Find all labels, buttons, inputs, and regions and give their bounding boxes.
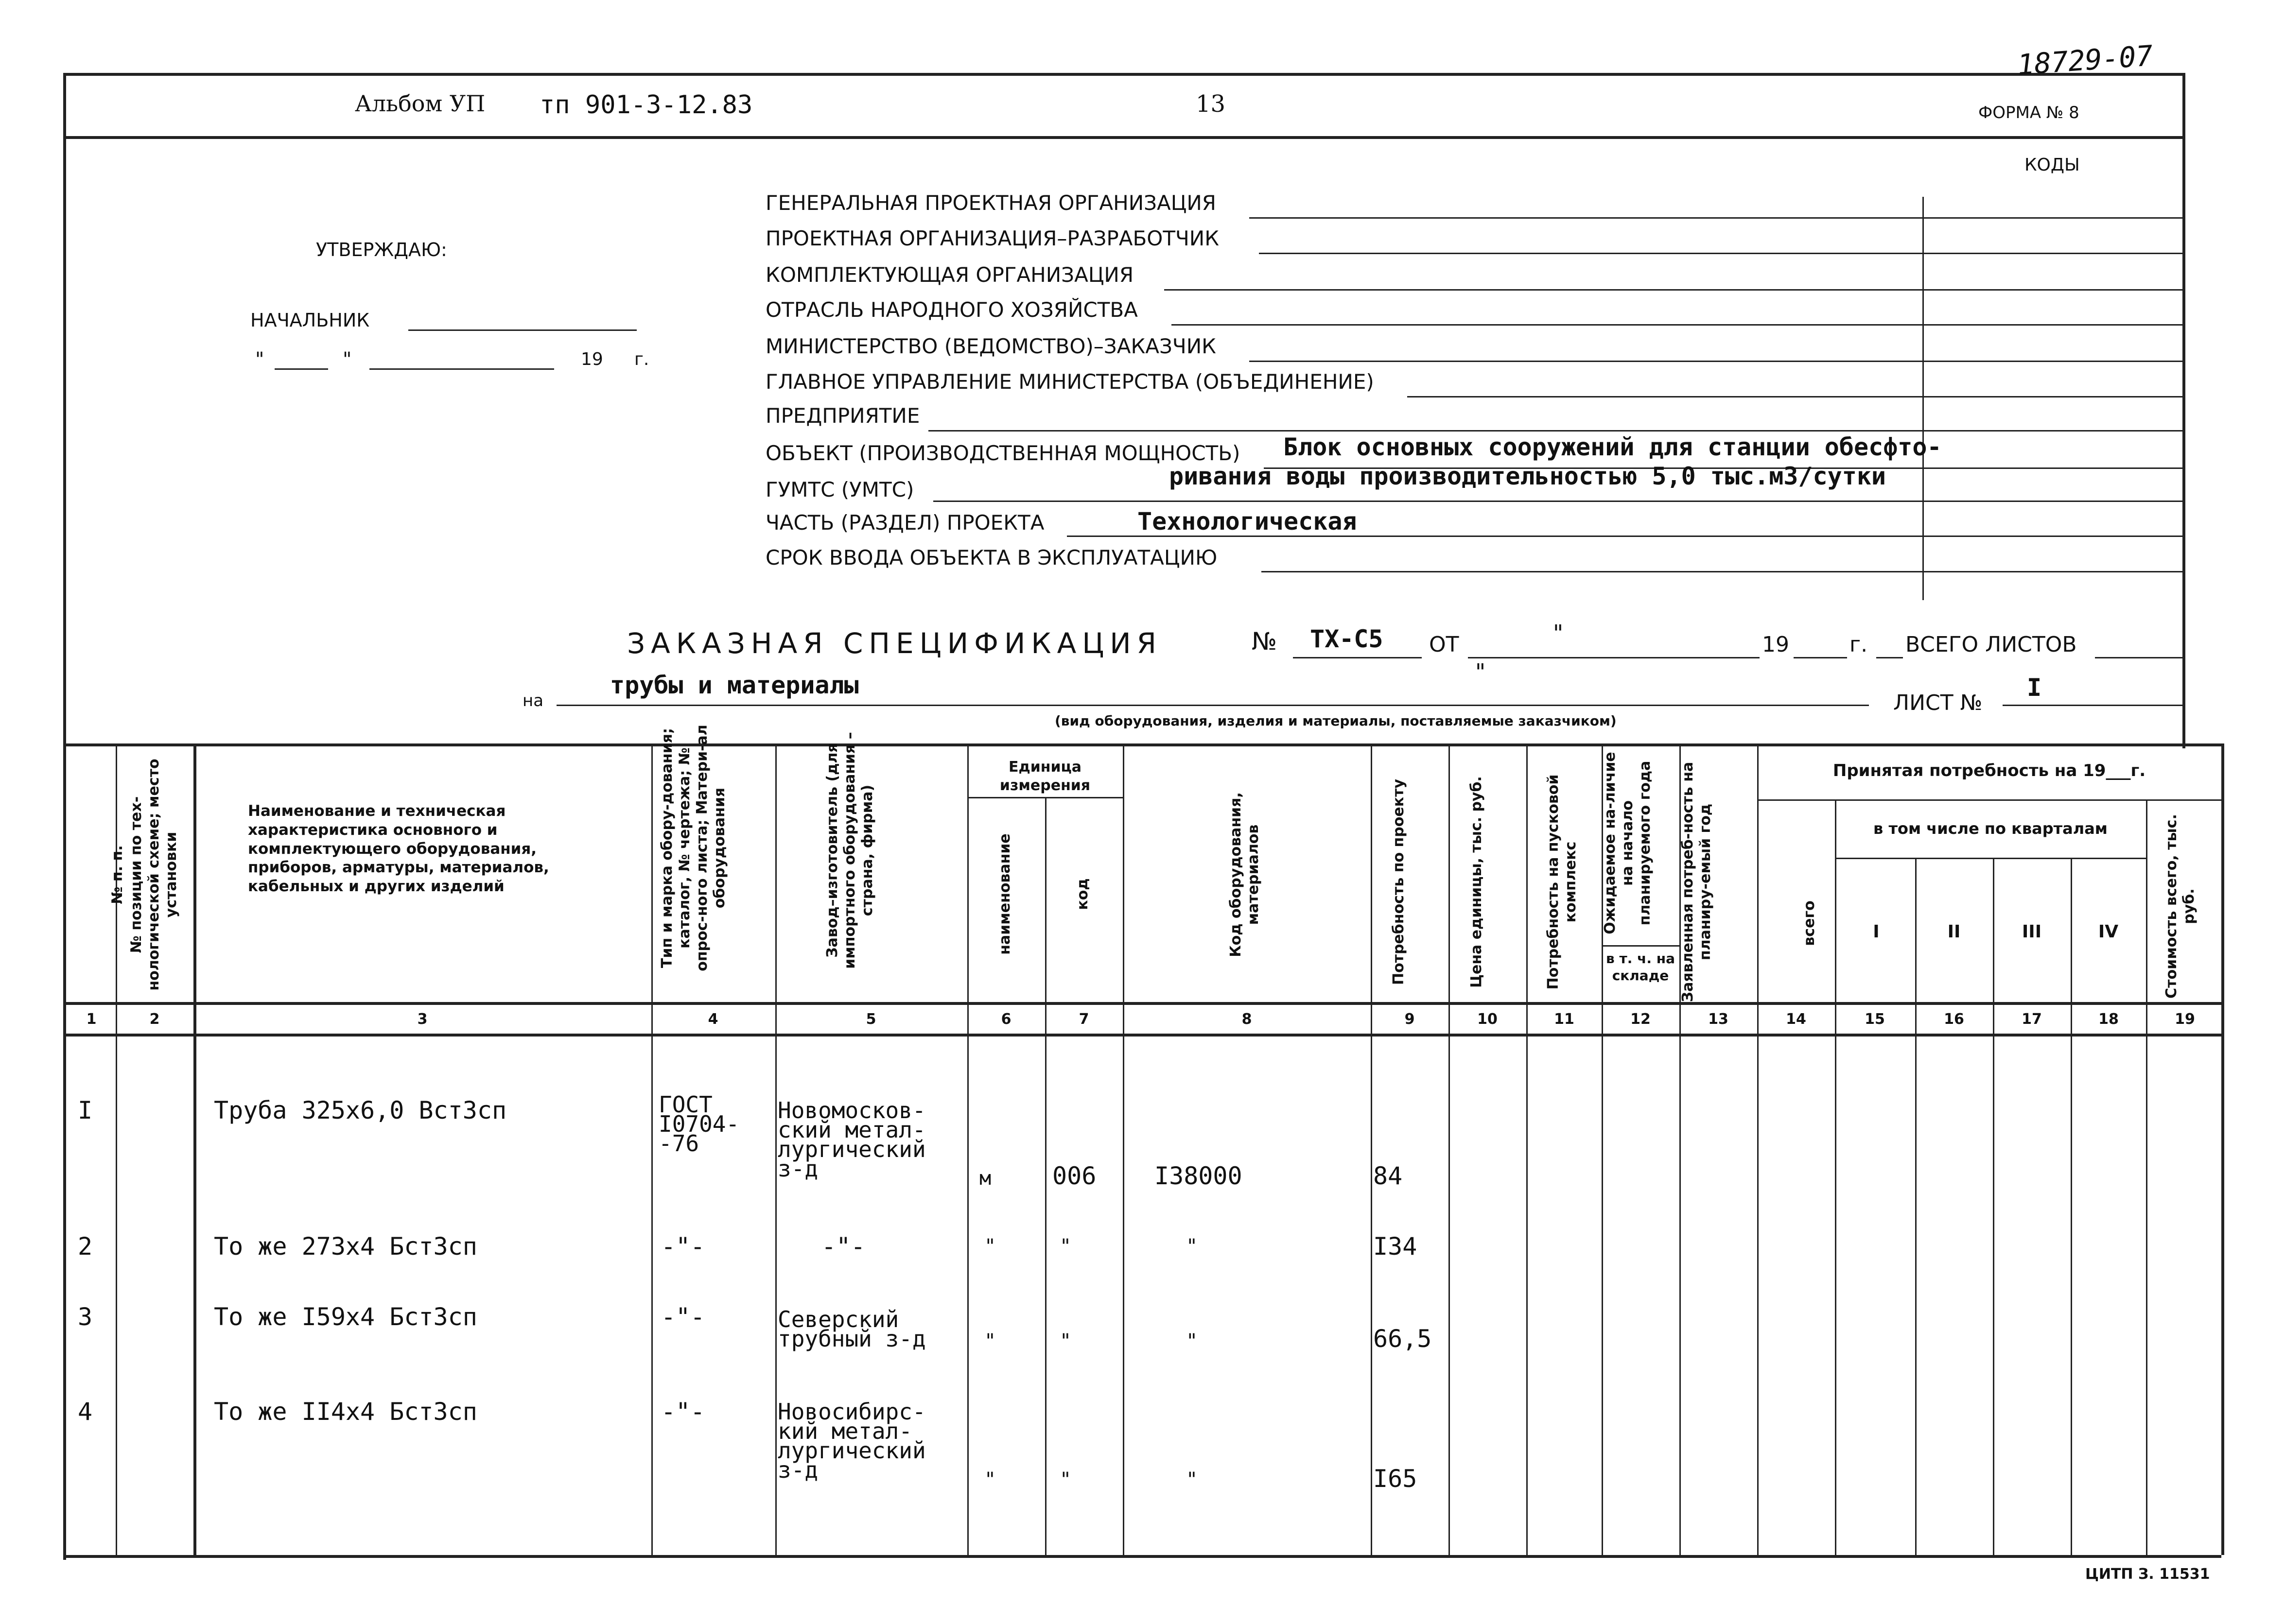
row-number: 2: [78, 1232, 93, 1261]
stock-sub-line: [1602, 945, 1679, 947]
row-type: -"-: [661, 1398, 705, 1426]
chief-label: НАЧАЛЬНИК: [250, 310, 370, 331]
spec-year-line: [1794, 657, 1847, 658]
row-code: I38000: [1154, 1162, 1242, 1190]
row-maker: Новосибирс-: [778, 1399, 926, 1425]
th-unit-code: код: [1074, 878, 1091, 910]
spec-on-label: на: [523, 691, 544, 710]
row-type: -76: [659, 1130, 699, 1157]
row-type: I0704-: [659, 1111, 740, 1137]
spec-on-value: трубы и материалы: [610, 671, 859, 699]
frame-left: [63, 73, 66, 1560]
org-label-gumts: ГУМТС (УМТС): [766, 478, 914, 501]
th-code: Код оборудования, материалов: [1227, 792, 1262, 957]
org-line-completing: [1164, 289, 2182, 291]
spec-year: 19: [1762, 632, 1789, 657]
row-maker: лургический: [778, 1437, 926, 1464]
org-label-ministry: МИНИСТЕРСТВО (ВЕДОМСТВО)–ЗАКАЗЧИК: [766, 334, 1216, 358]
row-unit: ": [984, 1330, 996, 1352]
row-unit: м: [979, 1167, 992, 1190]
org-label-completing: КОМПЛЕКТУЮЩАЯ ОРГАНИЗАЦИЯ: [766, 263, 1134, 287]
col-number: 12: [1630, 1011, 1651, 1028]
date-quote-open: ": [255, 348, 264, 371]
quarters-group-line: [1835, 858, 2146, 859]
row-name: То же I59х4 Бст3сп: [214, 1303, 477, 1331]
accepted-group-line: [1757, 799, 2221, 801]
org-value-part: Технологическая: [1137, 507, 1357, 536]
col-number: 2: [149, 1011, 160, 1028]
row-maker: з-д: [778, 1156, 819, 1182]
top-bar-divider: [63, 136, 2184, 139]
date-year-suffix: г.: [634, 349, 649, 369]
spec-sheets-total-line: [2095, 657, 2182, 658]
row-need: I65: [1373, 1465, 1417, 1493]
spec-from-label: ОТ: [1429, 632, 1459, 657]
form-number: ФОРМА № 8: [1978, 103, 2079, 122]
org-line-main-directorate: [1407, 396, 2182, 397]
th-unit-group: Единица измерения: [999, 759, 1091, 794]
table-bottom-line: [63, 1555, 2221, 1558]
chief-signature-line: [408, 329, 637, 331]
th-declared: Заявленная потреб-ность на планиру-емый год: [1679, 761, 1714, 1002]
col-number: 5: [866, 1011, 876, 1028]
row-maker: ский метал-: [778, 1117, 926, 1143]
org-label-industry: ОТРАСЛЬ НАРОДНОГО ХОЗЯЙСТВА: [766, 298, 1138, 322]
spec-quote-open: ": [1553, 620, 1564, 646]
org-line-enterprise: [928, 430, 2182, 432]
row-need: 84: [1373, 1162, 1403, 1190]
th-cost: Стоимость всего, тыс. руб.: [2163, 814, 2198, 999]
org-line-developer: [1259, 253, 2182, 254]
spec-no-label: №: [1252, 627, 1277, 656]
th-n: № п. п.: [109, 845, 126, 904]
row-unit: ": [984, 1469, 996, 1491]
org-line-general: [1249, 217, 2182, 219]
col-line-16: [1993, 858, 1994, 1555]
org-label-main-directorate: ГЛАВНОЕ УПРАВЛЕНИЕ МИНИСТЕРСТВА (ОБЪЕДИНЕНИЕ): [766, 370, 1374, 394]
col-number: 3: [417, 1011, 428, 1028]
table-top-line: [63, 743, 2221, 746]
org-label-general: ГЕНЕРАЛЬНАЯ ПРОЕКТНАЯ ОРГАНИЗАЦИЯ: [766, 191, 1216, 215]
col-number: 16: [1944, 1011, 1964, 1028]
row-maker: трубный з-д: [778, 1326, 926, 1352]
th-quarters-group: в том числе по кварталам: [1873, 819, 2108, 838]
col-number: 4: [708, 1011, 718, 1028]
th-q1: I: [1873, 922, 1880, 942]
col-number: 10: [1477, 1011, 1498, 1028]
org-label-object: ОБЪЕКТ (ПРОИЗВОДСТВЕННАЯ МОЩНОСТЬ): [766, 441, 1240, 465]
th-unit-name: наименование: [996, 833, 1013, 955]
col-number: 19: [2175, 1011, 2195, 1028]
row-need: 66,5: [1373, 1325, 1432, 1353]
frame-top: [63, 73, 2184, 76]
th-q2: II: [1947, 922, 1961, 942]
th-maker: Завод–изготовитель (для импортного оборудования –страна, фирма): [824, 732, 876, 969]
row-maker: -"-: [821, 1232, 866, 1261]
approve-label: УТВЕРЖДАЮ:: [316, 239, 447, 260]
date-year: 19: [581, 349, 603, 369]
col-number: 18: [2098, 1011, 2119, 1028]
col-number: 11: [1554, 1011, 1574, 1028]
org-line-part: [1067, 536, 2182, 537]
spec-dash-line: [1876, 657, 1903, 658]
org-value-object: Блок основных сооружений для станции обесфто-: [1283, 433, 1942, 461]
spec-sheet-line: [2003, 705, 2182, 706]
col-line-19: [2221, 743, 2224, 1555]
spec-on-line: [557, 705, 1869, 706]
th-position: № позиции по тех-нологической схеме; место установки: [128, 759, 180, 991]
frame-right-upper: [2182, 73, 2185, 748]
org-line-gumts: [933, 501, 2182, 502]
th-q4: IV: [2098, 922, 2119, 942]
col-line-18: [2146, 799, 2147, 1555]
codes-divider: [1922, 197, 1924, 600]
col-number: 14: [1786, 1011, 1806, 1028]
col-number: 7: [1079, 1011, 1089, 1028]
row-unit-code: ": [1060, 1235, 1072, 1258]
table-numbers-top: [63, 1002, 2221, 1005]
row-maker: з-д: [778, 1457, 819, 1483]
col-line-17: [2071, 858, 2072, 1555]
date-month-line: [369, 368, 554, 370]
row-number: 3: [78, 1303, 93, 1331]
th-accepted-group: Принятая потребность на 19___г.: [1832, 761, 2146, 780]
spec-note: (вид оборудования, изделия и материалы, поставляемые заказчиком): [1055, 713, 1617, 729]
org-value-gumts: ривания воды производительностью 5,0 тыс.м3/сутки: [1169, 462, 1886, 490]
col-line-3: [651, 743, 653, 1555]
spec-no-line: [1293, 657, 1422, 658]
col-line-9: [1448, 743, 1450, 1555]
th-launch: Потребность на пусковой комплекс: [1545, 774, 1579, 990]
row-number: 4: [78, 1398, 93, 1426]
col-line-10: [1526, 743, 1528, 1555]
col-line-15: [1915, 858, 1917, 1555]
page-number: 13: [1196, 90, 1226, 118]
spec-sheets-total-label: ВСЕГО ЛИСТОВ: [1905, 632, 2077, 657]
spec-sheet-value: I: [2027, 674, 2042, 702]
unit-group-line: [967, 797, 1123, 798]
col-number: 15: [1865, 1011, 1885, 1028]
row-type: -"-: [661, 1303, 705, 1331]
album-label: Альбом УП: [355, 90, 486, 117]
col-line-2: [193, 743, 196, 1555]
row-unit-code: ": [1060, 1330, 1072, 1352]
col-line-14: [1835, 799, 1836, 1555]
spec-sheet-label: ЛИСТ №: [1893, 691, 1983, 715]
col-line-7: [1123, 743, 1124, 1555]
corner-note: 18729-07: [2016, 39, 2154, 82]
row-name: Труба 325х6,0 Вст3сп: [214, 1096, 507, 1124]
th-price: Цена единицы, тыс. руб.: [1468, 776, 1485, 988]
spec-quote-close: ": [1475, 659, 1486, 685]
row-maker: Северский: [778, 1306, 899, 1332]
col-line-4: [775, 743, 777, 1555]
col-number: 13: [1708, 1011, 1728, 1028]
row-need: I34: [1373, 1232, 1417, 1261]
row-number: I: [78, 1096, 93, 1124]
org-label-part: ЧАСТЬ (РАЗДЕЛ) ПРОЕКТА: [766, 511, 1045, 535]
row-maker: Новомосков-: [778, 1097, 926, 1123]
spec-no-value: ТХ-С5: [1310, 625, 1383, 653]
row-unit: ": [984, 1235, 996, 1258]
row-type: -"-: [661, 1232, 705, 1261]
row-unit-code: 006: [1052, 1162, 1097, 1190]
codes-header: КОДЫ: [2024, 155, 2080, 175]
row-code: ": [1186, 1330, 1198, 1352]
spec-title: ЗАКАЗНАЯ СПЕЦИФИКАЦИЯ: [627, 627, 1162, 660]
date-quote-close: ": [343, 348, 352, 371]
org-label-deadline: СРОК ВВОДА ОБЪЕКТА В ЭКСПЛУАТАЦИЮ: [766, 546, 1218, 570]
row-maker: лургический: [778, 1136, 926, 1162]
row-code: ": [1186, 1235, 1198, 1258]
row-name: То же 273х4 Бст3сп: [214, 1232, 477, 1261]
date-day-line: [275, 368, 328, 370]
spec-year-suffix: г.: [1849, 632, 1868, 657]
th-expected: Ожидаемое на-личие на начало планируемого года: [1602, 752, 1654, 934]
row-name: То же II4х4 Бст3сп: [214, 1398, 477, 1426]
col-number: 1: [86, 1011, 97, 1028]
col-number: 9: [1404, 1011, 1415, 1028]
col-line-8: [1371, 743, 1372, 1555]
org-line-deadline: [1261, 571, 2182, 572]
col-line-13: [1757, 743, 1759, 1555]
col-line-5: [967, 743, 969, 1555]
col-number: 6: [1001, 1011, 1012, 1028]
doc-code: тп 901-3-12.83: [540, 90, 753, 120]
th-type: Тип и марка обору-дования; каталог, № чертежа; № опрос-ного листа; Матери-ал оборудования: [659, 725, 728, 971]
th-total: всего: [1801, 900, 1818, 946]
spec-date-line: [1468, 657, 1760, 658]
row-unit-code: ": [1060, 1469, 1072, 1491]
org-line-industry: [1171, 324, 2182, 326]
th-stock: в т. ч. на складе: [1606, 950, 1675, 984]
row-maker: кий метал-: [778, 1418, 912, 1444]
col-number: 17: [2022, 1011, 2042, 1028]
row-type: ГОСТ: [659, 1091, 713, 1118]
th-q3: III: [2022, 922, 2042, 942]
th-need: Потребность по проекту: [1390, 778, 1407, 985]
th-name: Наименование и техническая характеристика основного и комплектующего оборудования, приборов, арматуры, материалов, кабельных и других изделий: [248, 802, 549, 895]
table-numbers-bottom: [63, 1034, 2221, 1037]
col-number: 8: [1241, 1011, 1252, 1028]
org-label-enterprise: ПРЕДПРИЯТИЕ: [766, 404, 920, 428]
org-label-developer: ПРОЕКТНАЯ ОРГАНИЗАЦИЯ–РАЗРАБОТЧИК: [766, 226, 1220, 250]
footer-stamp: ЦИТП З. 11531: [2085, 1566, 2210, 1583]
row-code: ": [1186, 1469, 1198, 1491]
org-line-ministry: [1249, 361, 2182, 362]
col-line-6: [1045, 797, 1047, 1555]
